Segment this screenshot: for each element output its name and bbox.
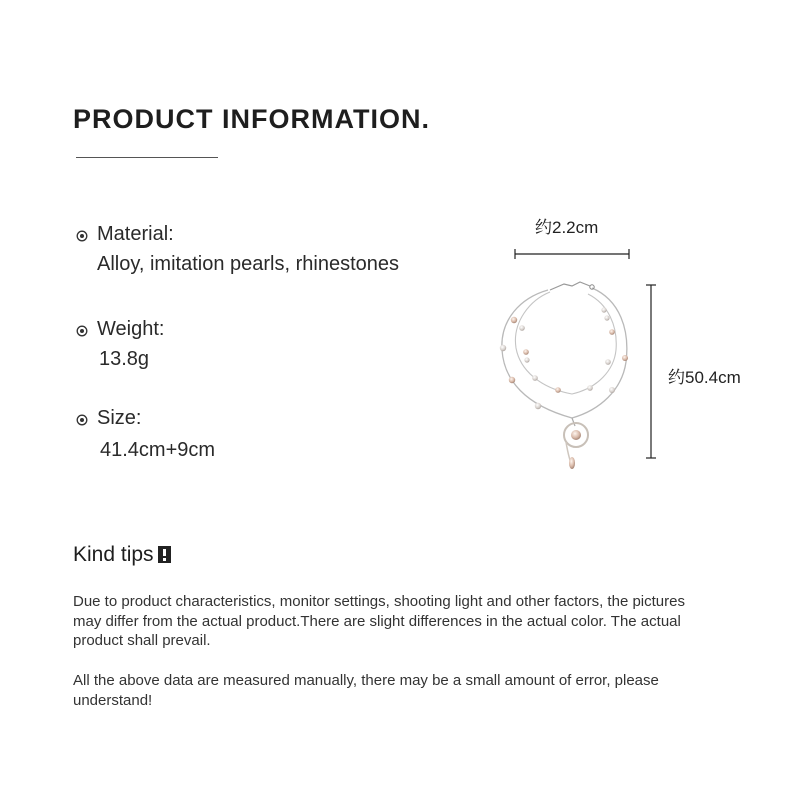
width-dimension-line — [515, 249, 629, 259]
height-dimension-label: 约50.4cm — [668, 368, 741, 387]
exclamation-icon — [158, 546, 171, 563]
spec-label-material: Material: — [97, 223, 174, 245]
tips-paragraph-1: Due to product characteristics, monitor settings, shooting light and other factors, the pictures may differ from the actual product.There are slight differences in the actual color. The actual product shall prevail. — [73, 593, 685, 649]
spec-value-material: Alloy, imitation pearls, rhinestones — [97, 253, 399, 275]
circle-dot-icon — [76, 230, 88, 242]
kind-tips-heading — [73, 543, 171, 567]
necklace-product-image — [480, 270, 650, 470]
spec-value-weight: 13.8g — [99, 348, 150, 370]
spec-value-size: 41.4cm+9cm — [100, 439, 216, 461]
spec-label-size: Size: — [97, 407, 142, 429]
kind-tips-title: Kind tips — [73, 543, 154, 566]
width-dimension-label: 约2.2cm — [535, 218, 599, 237]
circle-dot-icon — [76, 414, 88, 426]
tips-paragraph-2: All the above data are measured manually, there may be a small amount of error, please understand! — [73, 672, 659, 709]
page-title: PRODUCT INFORMATION. — [73, 104, 430, 134]
spec-label-weight: Weight: — [97, 318, 165, 340]
title-divider — [76, 157, 218, 158]
circle-dot-icon — [76, 325, 88, 337]
